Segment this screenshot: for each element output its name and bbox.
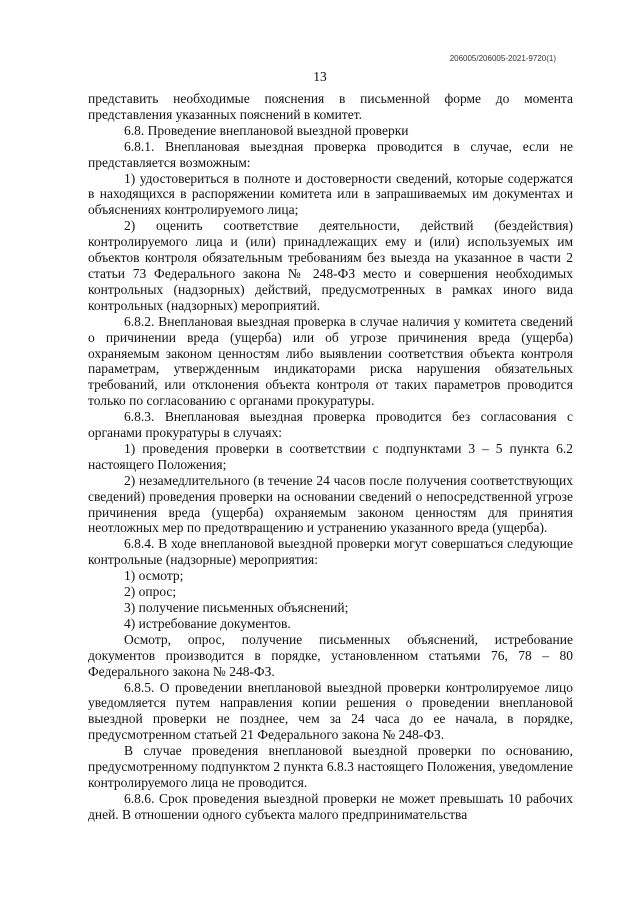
list-item: 3) получение письменных объяснений; [124,600,349,615]
document-id: 206005/206005-2021-9720(1) [449,54,556,63]
paragraph: Осмотр, опрос, получение письменных объяснений, истребование документов производится в порядке, установленном статьями 76, 78 – 80 Федерального закона № 248-ФЗ. [88,631,573,679]
paragraph-6-8-5: 6.8.5. О проведении внеплановой выездной проверки контролируемое лицо уведомляется путем направления копии решения о проведении внеплановой выездной проверки не позднее, чем за 24 часа до ее начала, в порядке, предусмотренном статьей 21 Федерального закона № 248-ФЗ. [88,679,573,743]
paragraph-6-8-3: 6.8.3. Внеплановая выездная проверка проводится без согласования с органами прокуратуры в случаях: [88,409,573,441]
paragraph-6-8-4: 6.8.4. В ходе внеплановой выездной проверки могут совершаться следующие контрольные (надзорные) мероприятия: [88,536,573,568]
list-item: 2) опрос; [124,584,177,600]
list-item: 2) оценить соответствие деятельности, действий (бездействия) контролируемого лица и (или) принадлежащих ему и (или) используемых им объектов контроля обязательным требованиям без выезда на указанное в части 2 статьи 73 Федерального закона № 248-ФЗ место и совершения необходимых контрольных (надзорных) действий, предусмотренных в рамках иного вида контрольных (надзорных) мероприятий. [88,218,573,313]
paragraph-continuation: представить необходимые пояснения в письменной форме до момента представления указанных пояснений в комитет. [88,91,573,122]
list-item: 1) осмотр; [124,568,184,584]
page-number: 13 [313,69,327,84]
paragraph-6-8-2: 6.8.2. Внеплановая выездная проверка в случае наличия у комитета сведений о причинении вреда (ущерба) или об угрозе причинения вреда (ущерба) охраняемым законом ценностям либо выявлении соответствия объекта контроля параметрам, утвержденным индикаторами риска нарушения обязательных требований, или отклонения объекта контроля от таких параметров проводится только по согласованию с органами прокуратуры. [88,313,573,409]
list-item: 2) незамедлительного (в течение 24 часов после получения соответствующих сведений) проведения проверки на основании сведений о непосредственной угрозе причинения вреда (ущерба) охраняемым законом ценностям для принятия неотложных мер по предотвращению и устранению указанного вреда (ущерба). [88,472,573,536]
list-item: 1) удостовериться в полноте и достоверности сведений, которые содержатся в находящихся в распоряжении комитета или в запрашиваемых им документах и объяснениях контролируемого лица; [88,170,573,218]
section-heading-6-8: 6.8. Проведение внеплановой выездной проверки [124,122,409,138]
list-item: 1) проведения проверки в соответствии с подпунктами 3 – 5 пункта 6.2 настоящего Положения; [88,440,573,472]
paragraph-6-8-1: 6.8.1. Внеплановая выездная проверка проводится в случае, если не представляется возможным: [88,138,573,170]
list-item: 4) истребование документов. [124,615,291,631]
paragraph: В случае проведения внеплановой выездной проверки по основанию, предусмотренному подпунктом 2 пункта 6.8.3 настоящего Положения, уведомление контролируемого лица не проводится. [88,743,573,790]
document-body [88,91,573,823]
paragraph-6-8-6: 6.8.6. Срок проведения выездной проверки не может превышать 10 рабочих дней. В отношении одного субъекта малого предпринимательства [88,790,573,822]
